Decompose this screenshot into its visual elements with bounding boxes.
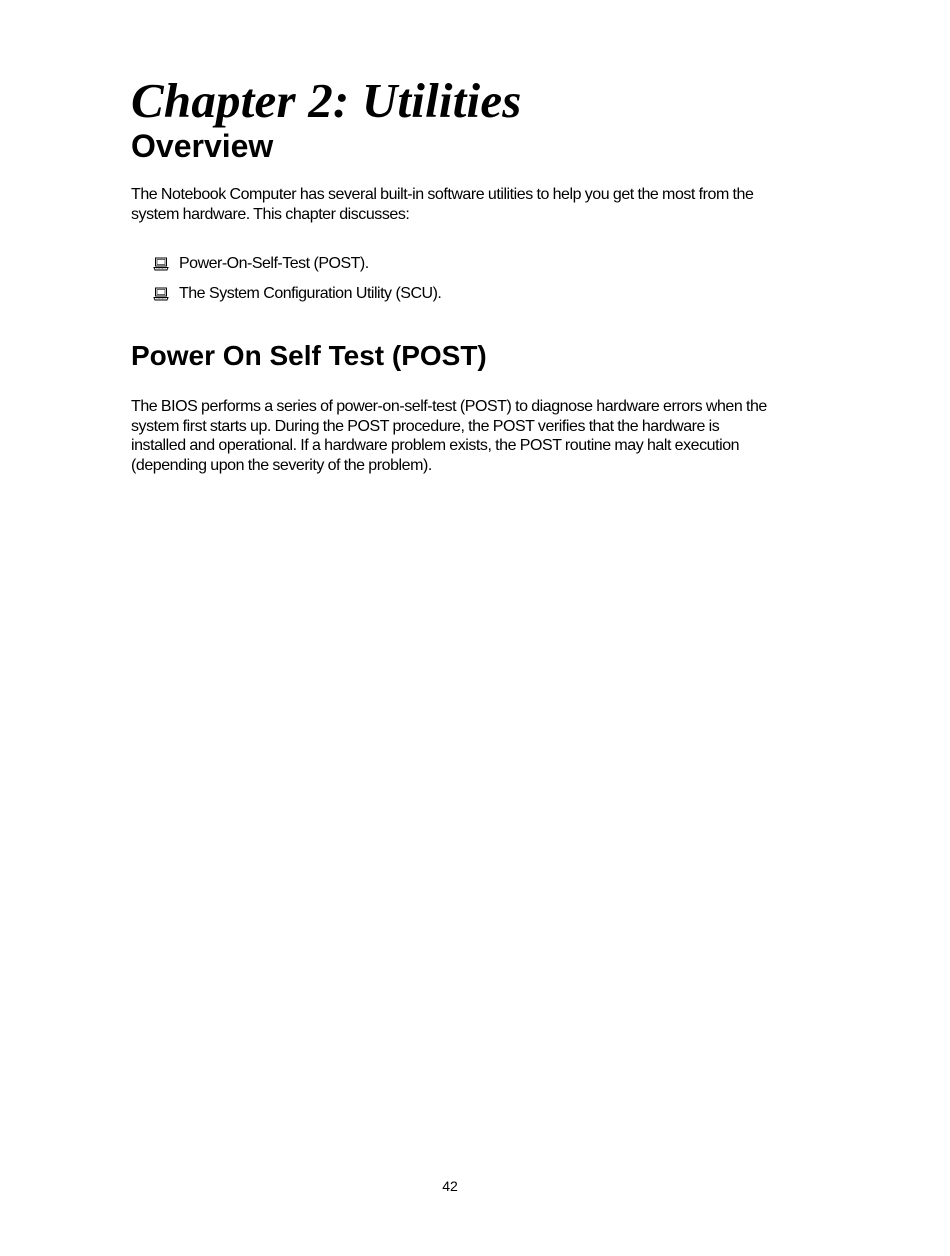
page-number: 42 — [442, 1178, 458, 1194]
document-page — [131, 72, 781, 475]
list-item-text: The System Configuration Utility (SCU). — [179, 285, 442, 302]
post-heading: Power On Self Test (POST) — [131, 340, 487, 371]
overview-intro-paragraph: The Notebook Computer has several built-in software utilities to help you get the most from the system hardware. This chapter discusses: — [131, 186, 754, 223]
laptop-icon — [153, 287, 169, 301]
post-body-paragraph: The BIOS performs a series of power-on-self-test (POST) to diagnose hardware errors when the system first starts up. During the POST procedure, the POST verifies that the hardware is installed and operational. If a hardware problem exists, the POST routine may halt execution (depending upon the severity of the problem). — [131, 398, 767, 474]
list-item — [153, 279, 781, 309]
overview-heading: Overview — [131, 128, 274, 164]
laptop-icon — [153, 257, 169, 271]
utilities-list — [131, 249, 781, 309]
list-item-text: Power-On-Self-Test (POST). — [179, 255, 369, 272]
chapter-title: Chapter 2: Utilities — [131, 73, 522, 128]
list-item — [153, 249, 781, 279]
